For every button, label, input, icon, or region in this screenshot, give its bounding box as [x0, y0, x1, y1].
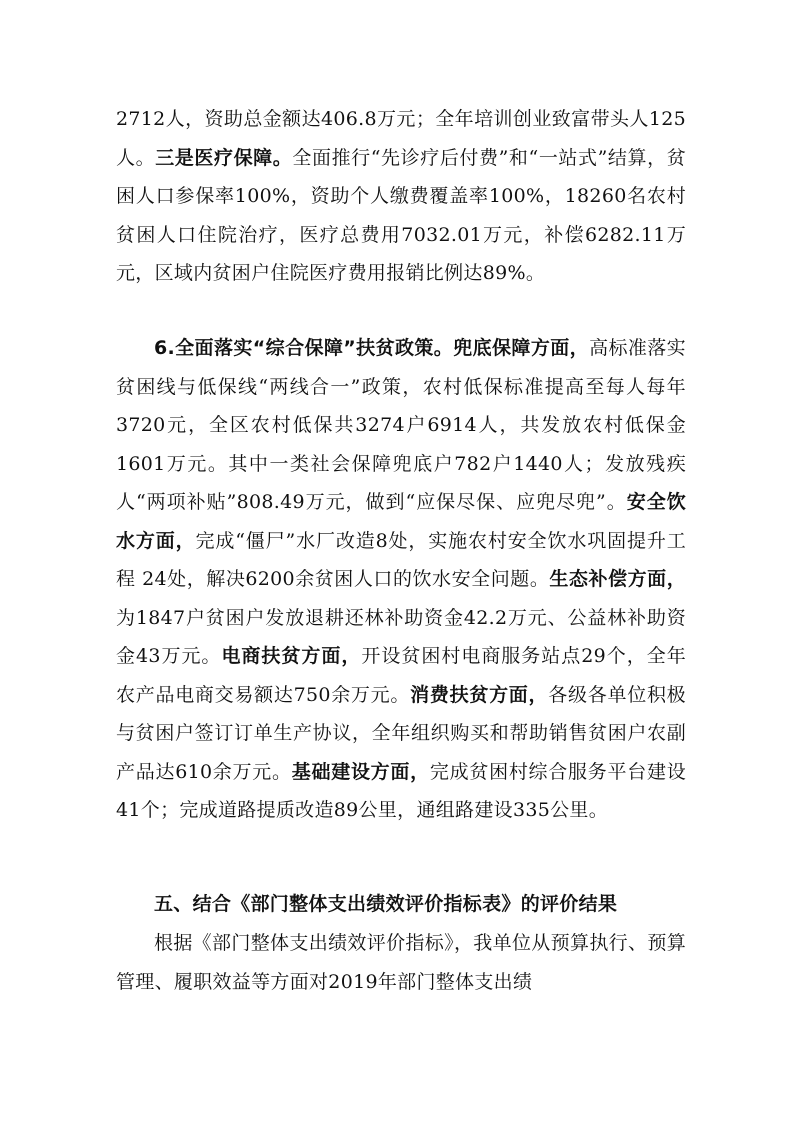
bold-heading-medical: 三是医疗保障。 — [155, 146, 293, 169]
paragraph-text: 完成“僵尸”水厂改造8处，实施农村安全饮水巩固提升工程 24处，解决6200余贫困人口的饮水安全问题。 — [116, 529, 686, 590]
paragraph-text: 高标准落实贫困线与低保线“两线合一”政策，农村低保标准提高至每人每年3720元，全区农村低保共3274户6914人，共发放农村低保金1601万元。其中一类社会保障兜底户782户1440人；发放残疾人“两项补贴”808.49万元，做到“应保尽保、应兜尽兜”。 — [116, 337, 686, 513]
paragraph-text: 为1847户贫困户发放退耕还林补助资金42.2万元、公益林补助资金43万元。 — [116, 606, 686, 667]
bold-heading-consumption: 消费扶贫方面， — [410, 683, 549, 706]
section-heading-five: 五、结合《部门整体支出绩效评价指标表》的评价结果 — [154, 893, 618, 915]
bold-heading-comprehensive: 6.全面落实“综合保障”扶贫政策。兜底保障方面， — [154, 337, 590, 359]
paragraph-text: 2712人，资助总金额达406.8万元；全年培训创业致富带头人125人。 — [116, 108, 686, 169]
bold-heading-ecommerce: 电商扶贫方面， — [221, 645, 362, 667]
paragraph-text: 完成贫困村综合服务平台建设41个；完成道路提质改造89公里，通组路建设335公里。 — [116, 760, 686, 821]
bold-heading-ecology: 生态补偿方面， — [549, 568, 686, 590]
paragraph-text: 全面推行“先诊疗后付费”和“一站式”结算，贫困人口参保率100%，资助个人缴费覆盖率100%，18260名农村贫困人口住院治疗，医疗总费用7032.01万元，补偿6282.11万元，区域内贫困户住院医疗费用报销比例达89%。 — [116, 146, 686, 284]
paragraph-text: 开设贫困村电商服务站点29个，全年农产品电商交易额达750余万元。 — [116, 645, 686, 706]
paragraph-comprehensive-security — [116, 329, 686, 830]
bold-heading-infrastructure: 基础建设方面， — [291, 760, 430, 783]
paragraph-text: 各级各单位积极与贫困户签订订单生产协议，全年组织购买和帮助销售贫困户农副产品达610余万元。 — [116, 683, 686, 783]
paragraph-evaluation: 根据《部门整体支出绩效评价指标》，我单位从预算执行、预算管理、履职效益等方面对2019年部门整体支出绩 — [116, 932, 686, 993]
bold-heading-water: 安全饮水方面， — [116, 491, 687, 552]
paragraph-medical-security — [116, 100, 686, 293]
